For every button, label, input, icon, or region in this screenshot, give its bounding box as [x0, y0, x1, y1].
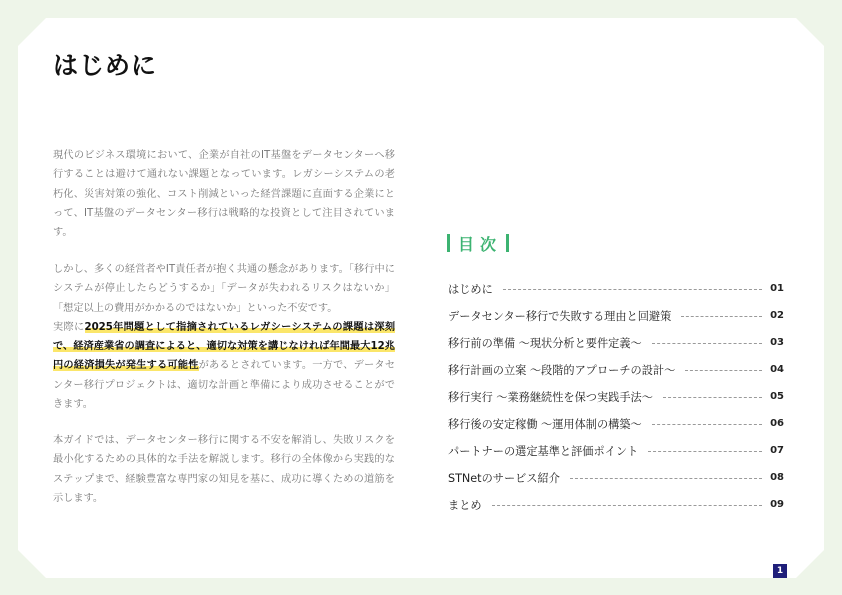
toc-item[interactable]	[448, 275, 784, 302]
toc-item-label: データセンター移行で失敗する理由と回避策	[448, 309, 672, 323]
toc-item-label: 移行前の準備 〜現状分析と要件定義〜	[448, 336, 642, 350]
toc-item[interactable]	[448, 302, 784, 329]
toc-item-page: 09	[770, 499, 784, 510]
intro-paragraph-1: 現代のビジネス環境において、企業が自社のIT基盤をデータセンターへ移行することは避けて通れない課題となっています。レガシーシステムの老朽化、災害対策の強化、コスト削減といった経営課題に直面する企業にとって、IT基盤のデータセンター移行は戦略的な投資として注目されています。	[53, 150, 395, 239]
intro-paragraph-3: 本ガイドでは、データセンター移行に関する不安を解消し、失敗リスクを最小化するための具体的な手法を解説します。移行の全体像から実践的なステップまで、経験豊富な専門家の知見を基に、成功に導くための道筋を示します。	[53, 435, 395, 504]
toc-item-label: はじめに	[448, 282, 493, 296]
toc-leader	[503, 289, 762, 290]
toc-leader	[681, 316, 762, 317]
toc-item[interactable]	[448, 410, 784, 437]
toc-item-label: STNetのサービス紹介	[448, 471, 560, 485]
toc-title: 目次	[458, 234, 503, 254]
toc-item-page: 03	[770, 337, 784, 348]
toc-item[interactable]	[448, 329, 784, 356]
toc-item[interactable]	[448, 437, 784, 464]
toc-item-page: 01	[770, 283, 784, 294]
intro-paragraph-2b-suffix: があるとされています。一方で、データセンター移行プロジェクトは、適切な計画と準備により成功させることができます。	[53, 360, 396, 411]
toc-item-label: 移行後の安定稼働 〜運用体制の構築〜	[448, 417, 642, 431]
toc-item-label: まとめ	[448, 498, 482, 512]
toc-item[interactable]	[448, 491, 784, 518]
table-of-contents	[448, 275, 784, 518]
toc-right-bar	[506, 234, 509, 252]
toc-item-page: 07	[770, 445, 784, 456]
toc-item[interactable]	[448, 356, 784, 383]
toc-leader	[685, 370, 762, 371]
toc-item[interactable]	[448, 464, 784, 491]
toc-item-page: 05	[770, 391, 784, 402]
toc-item-label: 移行計画の立案 〜段階的アプローチの設計〜	[448, 363, 676, 377]
intro-paragraph-2	[53, 260, 395, 414]
toc-leader	[570, 478, 762, 479]
toc-item-label: パートナーの選定基準と評価ポイント	[448, 444, 639, 458]
toc-heading	[447, 233, 509, 253]
toc-left-bar	[447, 234, 450, 252]
intro-paragraph-2b-prefix: 実際に	[53, 321, 85, 333]
toc-item-page: 04	[770, 364, 784, 375]
toc-item-label: 移行実行 〜業務継続性を保つ実践手法〜	[448, 390, 653, 404]
toc-leader	[663, 397, 762, 398]
page-title: はじめに	[53, 51, 158, 80]
highlighted-text: 2025年問題として指摘されているレガシーシステムの課題は深刻で、経済産業省の調査によると、適切な対策を講じなければ年間最大12兆円の経済損失が発生する可能性	[53, 321, 396, 372]
toc-item-page: 08	[770, 472, 784, 483]
toc-item[interactable]	[448, 383, 784, 410]
toc-item-page: 06	[770, 418, 784, 429]
toc-leader	[652, 343, 762, 344]
toc-leader	[492, 505, 762, 506]
toc-item-page: 02	[770, 310, 784, 321]
intro-paragraph-2-text: しかし、多くの経営者やIT責任者が抱く共通の懸念があります。「移行中にシステムが停止したらどうするか」「データが失われるリスクはないか」「想定以上の費用がかかるのではないか」といった不安です。	[53, 264, 395, 314]
page-number-badge: 1	[773, 564, 787, 578]
toc-leader	[652, 424, 762, 425]
toc-leader	[648, 451, 762, 452]
